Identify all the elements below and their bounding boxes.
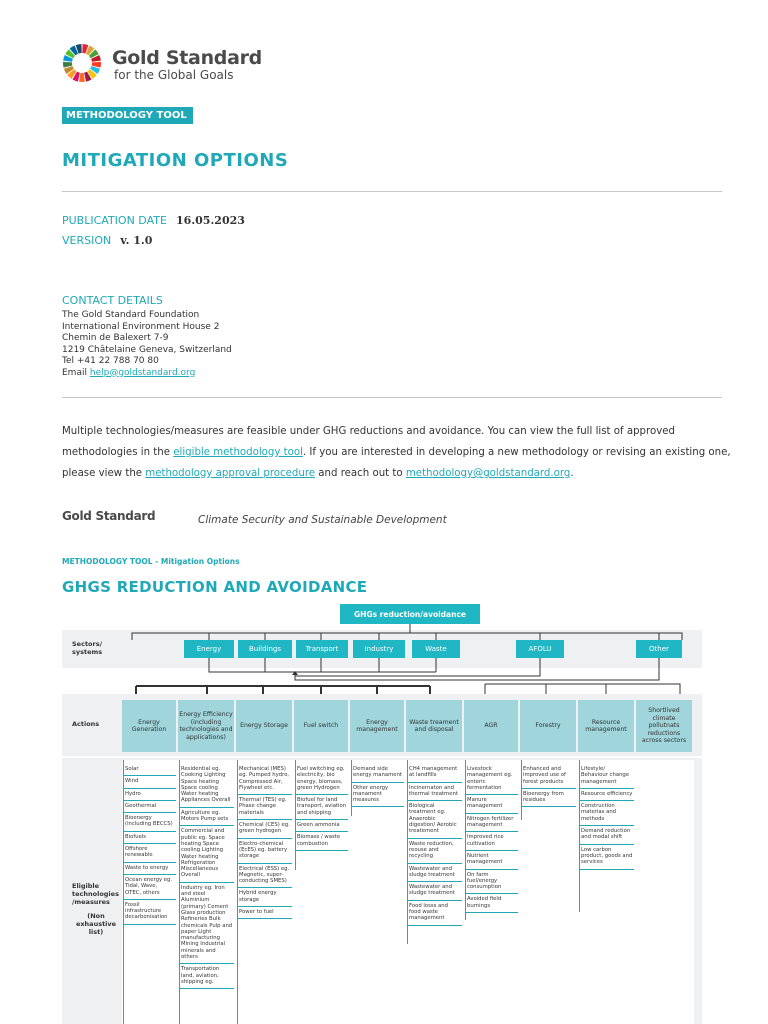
contact-line: 1219 Châtelaine Geneva, Switzerland <box>62 344 232 355</box>
eligible-item: Construction materias and methods <box>580 801 634 826</box>
eligible-item: Waste reduction, reouse and recycling <box>408 839 462 864</box>
eligible-column-resource-management <box>580 764 634 870</box>
methodology-tool-tag: METHODOLOGY TOOL <box>62 107 193 124</box>
column-rule <box>123 760 124 1024</box>
sector-afolu: AFOLU <box>516 640 564 658</box>
intro-text: Multiple technologies/measures are feasible under GHG reductions and avoidance. You can view the full list of approved methodologies in the <box>62 426 675 458</box>
action-energy-efficiency: Energy Efficiency (including technologies and applications) <box>178 700 234 752</box>
column-bg <box>636 760 694 1024</box>
eligible-column-fuel-switch <box>296 764 348 851</box>
eligible-item: Bioenergy (including BECCS) <box>124 813 176 832</box>
action-forestry: Forestry <box>520 700 576 752</box>
eligible-column-energy-storage <box>238 764 292 919</box>
brand-tagline: for the Global Goals <box>114 68 234 82</box>
publication-date-value: 16.05.2023 <box>176 214 245 227</box>
action-shortlived-pollutants: Shortlived climate pollutnats reductions across sectors <box>636 700 692 752</box>
eligible-item: Biological treatment eg. Anaerobic digestion/ Aerobic treatement <box>408 801 462 838</box>
eligible-item: Low carbon product, goods and services <box>580 845 634 870</box>
actions-label: Actions <box>72 720 100 728</box>
column-rule <box>407 760 408 944</box>
eligible-column-waste-treatment <box>408 764 462 926</box>
eligible-column-energy-efficiency <box>180 764 234 989</box>
eligible-item: CH4 management at landfills <box>408 764 462 783</box>
eligible-item: Wastewater and sludge treatment <box>408 864 462 883</box>
eligible-item: Mechanical (MES) eg. Pumped hydro, Compressed Air, Flywheel etc. <box>238 764 292 795</box>
eligible-item: Transportation land, aviation, shipping eg. <box>180 964 234 989</box>
page-title: MITIGATION OPTIONS <box>62 150 289 171</box>
eligible-item: Residential eg. Cooking Lighting Space heating Space cooling Water heating Appliances Overall <box>180 764 234 808</box>
section-kicker: METHODOLOGY TOOL - Mitigation Options <box>62 557 240 566</box>
sector-waste: Waste <box>412 640 460 658</box>
eligible-methodology-tool-link[interactable]: eligible methodology tool <box>173 447 303 458</box>
contact-line: The Gold Standard Foundation <box>62 310 200 320</box>
column-rule <box>179 760 180 1024</box>
methodology-approval-procedure-link[interactable]: methodology approval procedure <box>145 468 316 479</box>
sector-other: Other <box>636 640 682 658</box>
eligible-column-energy-management <box>352 764 404 807</box>
footer-tagline: Climate Security and Sustainable Development <box>198 514 447 526</box>
action-waste-treatment: Waste treament and disposal <box>406 700 462 752</box>
column-rule <box>521 760 522 820</box>
sector-industry: Industry <box>353 640 405 658</box>
sector-transport: Transport <box>296 640 348 658</box>
action-resource-management: Resource management <box>578 700 634 752</box>
column-rule <box>351 760 352 816</box>
eligible-item: Hybrid energy storage <box>238 888 292 907</box>
eligible-item: Geothermal <box>124 801 176 813</box>
action-agr: AGR <box>464 700 518 752</box>
action-energy-generation: Energy Generation <box>122 700 176 752</box>
eligible-item: Offshore renewable <box>124 844 176 863</box>
eligible-item: Solar <box>124 764 176 776</box>
action-energy-management: Energy management <box>350 700 404 752</box>
action-fuel-switch: Fuel switch <box>294 700 348 752</box>
eligible-item: Electrical (ESS) eg. Magnetic, super-conducting SMES) <box>238 864 292 889</box>
version-label: VERSION <box>62 234 112 247</box>
eligible-item: Electro-chemical (EcES) eg. battery storage <box>238 839 292 864</box>
eligible-item: Demand side energy manament <box>352 764 404 783</box>
eligible-label: Eligible technologies /measures <box>72 882 119 906</box>
eligible-item: Power to fuel <box>238 907 292 919</box>
eligible-item: Waste to energy <box>124 863 176 875</box>
eligible-item: Food losss and food waste management <box>408 901 462 926</box>
column-rule <box>579 760 580 912</box>
column-rule <box>465 760 466 920</box>
sector-buildings: Buildings <box>238 640 292 658</box>
email-label: Email <box>62 367 87 378</box>
eligible-item: Other energy manament measures <box>352 783 404 808</box>
section-title: GHGS REDUCTION AND AVOIDANCE <box>62 578 368 596</box>
contact-line: Chemin de Balexert 7-9 <box>62 333 169 343</box>
eligible-item: Resource efficiency <box>580 789 634 801</box>
contact-line: International Environment House 2 <box>62 321 220 332</box>
methodology-email-link[interactable]: methodology@goldstandard.org <box>405 468 571 479</box>
eligible-item: Chemical (CES) eg. green hydrogen <box>238 820 292 839</box>
eligible-item: Commercial and public eg. Space heating Space cooling Lighting Water heating Refrigeration Miscellaneous Overall <box>180 826 234 882</box>
eligible-item: Biofuel for land transport, aviation and shipping <box>296 795 348 820</box>
sector-energy: Energy <box>184 640 234 658</box>
eligible-item: Wastewater and sludge treatment <box>408 882 462 901</box>
eligible-item: Thermal (TES) eg. Phase change materials <box>238 795 292 820</box>
eligible-item: Nitrogen fertilizer management <box>466 814 518 833</box>
eligible-item: Ocean energy eg. Tidal, Wave, OTEC, others <box>124 875 176 900</box>
eligible-column-agr <box>466 764 518 913</box>
column-rule <box>295 760 296 870</box>
eligible-item: Agriculture eg. Motors Pump sets <box>180 808 234 827</box>
eligible-item: Nutrient management <box>466 851 518 870</box>
eligible-item: Livestock management eg. enteric fermentation <box>466 764 518 795</box>
eligible-item: Avoided field burnings <box>466 894 518 913</box>
contact-title: CONTACT DETAILS <box>62 294 163 307</box>
eligible-item: Enhanced and improved use of forest products <box>522 764 576 789</box>
eligible-item: Demand reduction and modal shift <box>580 826 634 845</box>
eligible-item: Fossil infrastructure decarbonisation <box>124 900 176 925</box>
intro-text: and reach out to <box>315 468 406 479</box>
eligible-item: Industry eg. Iron and steel Aluminium (primary) Cement Glass production Refineries Bulk chemicals Pulp and paper Light manufacturing Mining Industrial minerals and others <box>180 883 234 965</box>
action-energy-storage: Energy Storage <box>236 700 292 752</box>
contact-line: Tel +41 22 788 70 80 <box>62 356 159 366</box>
column-rule <box>237 760 238 1024</box>
publication-date-label: PUBLICATION DATE <box>62 214 167 227</box>
brand-name: Gold Standard <box>112 47 262 69</box>
eligible-item: Hydro <box>124 789 176 801</box>
eligible-note: (Non exhaustive list) <box>75 912 117 936</box>
eligible-item: Green ammonia <box>296 820 348 832</box>
eligible-item: Biofuels <box>124 832 176 844</box>
eligible-item: Manure management <box>466 795 518 814</box>
footer-brand: Gold Standard <box>62 509 156 523</box>
eligible-column-forestry <box>522 764 576 807</box>
sectors-label: Sectors/ systems <box>72 640 103 656</box>
version-value: v. 1.0 <box>120 234 153 247</box>
root-node: GHGs reduction/avoidance <box>340 604 480 624</box>
eligible-item: Incinernaton and thermal treatment <box>408 783 462 802</box>
eligible-item: Biomass / waste combustion <box>296 832 348 851</box>
eligible-item: Fuel switching eg. electricity, bio energy, biomass, green Hydrogen <box>296 764 348 795</box>
eligible-item: Improved rice cultivation <box>466 832 518 851</box>
intro-text: . <box>570 468 574 479</box>
eligible-column-energy-generation <box>124 764 176 925</box>
eligible-item: Bioenergy from residues <box>522 789 576 808</box>
intro-text: . If you are interested in developing a new methodology or revising an existing one, please view the <box>62 447 731 479</box>
eligible-item: Lifestyle/ Behaviour change management <box>580 764 634 789</box>
eligible-item: On farm fuel/energy consumption <box>466 870 518 895</box>
email-link[interactable]: help@goldstandard.org <box>89 367 196 378</box>
eligible-item: Wind <box>124 776 176 788</box>
